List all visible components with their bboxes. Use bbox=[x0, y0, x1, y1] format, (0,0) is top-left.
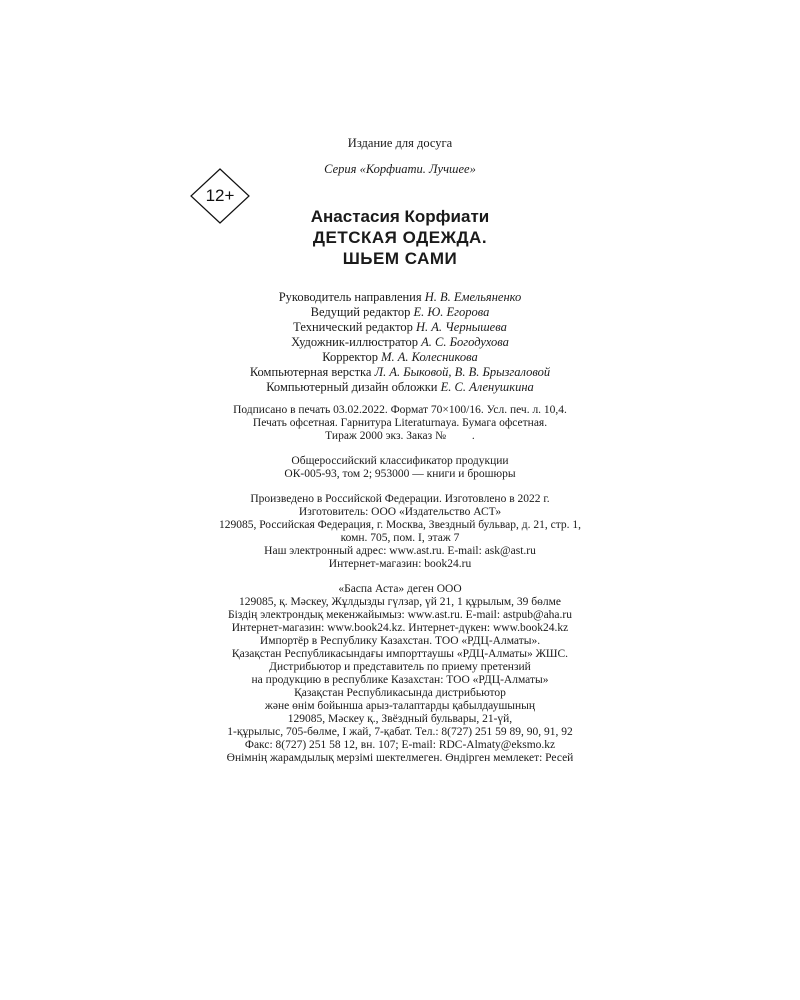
kz-info-line: 1-құрылыс, 705-бөлме, I жай, 7-қабат. Тел.: 8(727) 251 59 89, 90, 91, 92 bbox=[227, 726, 573, 738]
manufacturer-line: Наш электронный адрес: www.ast.ru. E-mail: ask@ast.ru bbox=[264, 545, 536, 557]
book-title-line-1: ДЕТСКАЯ ОДЕЖДА. bbox=[312, 228, 488, 247]
manufacturer-line: Произведено в Российской Федерации. Изготовлено в 2022 г. bbox=[250, 493, 550, 505]
kazakhstan-info bbox=[0, 583, 800, 765]
edition-type: Издание для досуга bbox=[347, 136, 453, 150]
credits-list bbox=[0, 290, 800, 395]
age-rating: 12+ bbox=[205, 186, 235, 205]
credit-line: Технический редактор Н. А. Чернышева bbox=[293, 320, 507, 334]
classifier-line: ОК-005-93, том 2; 953000 — книги и брошюры bbox=[284, 468, 516, 480]
kz-info-line: Факс: 8(727) 251 58 12, вн. 107; E-mail: RDC-Almaty@eksmo.kz bbox=[244, 739, 556, 751]
book-title-line-2: ШЬЕМ САМИ bbox=[342, 249, 458, 268]
manufacturer-line: комн. 705, пом. I, этаж 7 bbox=[340, 532, 460, 544]
kz-info-line: Қазақстан Республикасындағы импорттаушы «РДЦ-Алматы» ЖШС. bbox=[231, 648, 569, 660]
print-info-line: Тираж 2000 экз. Заказ № . bbox=[325, 430, 475, 442]
credit-line: Художник-иллюстратор А. С. Богодухова bbox=[291, 335, 509, 349]
manufacturer-line: Интернет-магазин: book24.ru bbox=[328, 558, 472, 570]
series-name: Серия «Корфиати. Лучшее» bbox=[324, 162, 476, 176]
classifier-line: Общероссийский классификатор продукции bbox=[291, 455, 509, 467]
manufacturer-line: 129085, Российская Федерация, г. Москва, Звездный бульвар, д. 21, стр. 1, bbox=[218, 519, 582, 531]
kz-info-line: Біздің электрондық мекенжайымыз: www.ast.ru. E-mail: astpub@aha.ru bbox=[228, 609, 572, 621]
kz-info-line: Дистрибьютор и представитель по приему претензий bbox=[269, 661, 531, 673]
credit-line: Компьютерная верстка Л. А. Быковой, В. В. Брызгаловой bbox=[249, 365, 551, 379]
product-classifier bbox=[0, 455, 800, 481]
kz-info-line: Интернет-магазин: www.book24.kz. Интернет-дүкен: www.book24.kz bbox=[231, 622, 569, 634]
kz-info-line: Импортёр в Республику Казахстан. ТОО «РДЦ-Алматы». bbox=[259, 635, 541, 647]
print-info-line: Подписано в печать 03.02.2022. Формат 70×100/16. Усл. печ. л. 10,4. bbox=[233, 404, 567, 416]
book-author: Анастасия Корфиати bbox=[310, 207, 490, 226]
kz-info-line: «Баспа Аста» деген ООО bbox=[338, 583, 462, 595]
kz-info-line: 129085, Мәскеу қ., Звёздный бульвары, 21-үй, bbox=[287, 713, 513, 725]
manufacturer-info bbox=[0, 493, 800, 571]
manufacturer-line: Изготовитель: ООО «Издательство АСТ» bbox=[298, 506, 502, 518]
credit-line: Руководитель направления Н. В. Емельяненко bbox=[278, 290, 522, 304]
kz-info-line: Өнімнің жарамдылық мерзімі шектелмеген. Өндірген мемлекет: Ресей bbox=[226, 752, 574, 764]
kz-info-line: Қазақстан Республикасында дистрибьютор bbox=[294, 687, 506, 699]
print-info-line: Печать офсетная. Гарнитура Literaturnaya. Бумага офсетная. bbox=[252, 417, 548, 429]
print-info bbox=[0, 404, 800, 443]
credit-line: Ведущий редактор Е. Ю. Егорова bbox=[310, 305, 490, 319]
kz-info-line: на продукцию в республике Казахстан: ТОО «РДЦ-Алматы» bbox=[251, 674, 549, 686]
kz-info-line: 129085, қ. Мәскеу, Жұлдызды гүлзар, үй 21, 1 құрылым, 39 бөлме bbox=[238, 596, 562, 608]
credit-line: Компьютерный дизайн обложки Е. С. Аленушкина bbox=[266, 380, 534, 394]
credit-line: Корректор М. А. Колесникова bbox=[322, 350, 478, 364]
kz-info-line: және өнім бойынша арыз-талаптарды қабылдаушының bbox=[264, 700, 536, 712]
